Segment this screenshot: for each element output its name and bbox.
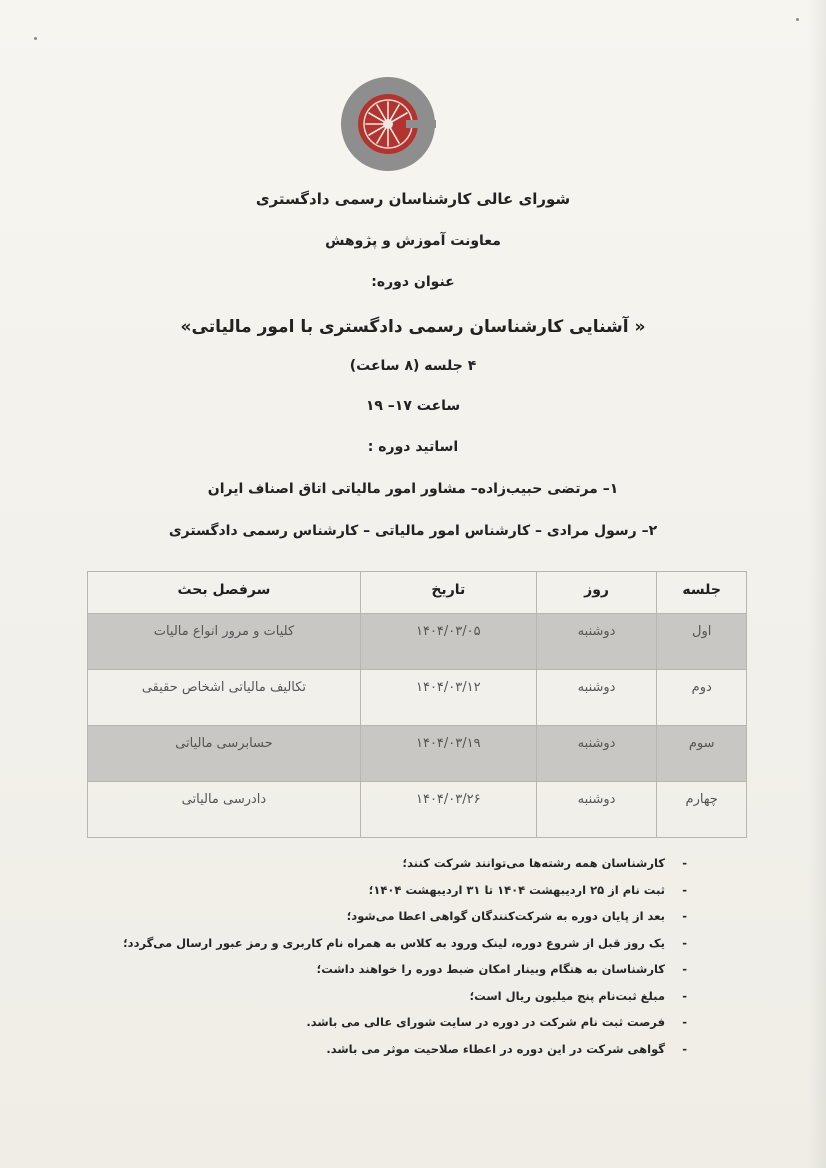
list-item: - کارشناسان به هنگام وبینار امکان ضبط دوره را خواهند داشت؛ bbox=[47, 958, 687, 985]
topic-cell: تکالیف مالیاتی اشخاص حقیقی bbox=[88, 670, 361, 726]
list-item: - کارشناسان همه رشته‌ها می‌توانند شرکت کنند؛ bbox=[47, 852, 687, 879]
session-cell: چهارم bbox=[657, 782, 747, 838]
date-cell: ۱۴۰۴/۰۳/۱۲ bbox=[360, 670, 536, 726]
list-item: - بعد از پایان دوره به شرکت‌کنندگان گواهی اعطا می‌شود؛ bbox=[47, 905, 687, 932]
session-count: ۴ جلسه (۸ ساعت) bbox=[349, 358, 477, 374]
date-cell: ۱۴۰۴/۰۳/۱۹ bbox=[360, 726, 536, 782]
department-title: معاونت آموزش و پژوهش bbox=[325, 233, 501, 249]
course-title: « آشنایی کارشناسان رسمی دادگستری با امور مالیاتی» bbox=[180, 317, 646, 337]
schedule-table bbox=[87, 571, 747, 838]
notes-list bbox=[47, 852, 687, 1064]
table-row bbox=[88, 726, 747, 782]
table-row bbox=[88, 782, 747, 838]
column-header-day: روز bbox=[536, 572, 657, 614]
list-item: - گواهی شرکت در این دوره در اعطاء صلاحیت موثر می باشد. bbox=[47, 1038, 687, 1065]
date-cell: ۱۴۰۴/۰۳/۰۵ bbox=[360, 614, 536, 670]
class-time: ساعت ۱۷– ۱۹ bbox=[365, 398, 461, 414]
date-cell: ۱۴۰۴/۰۳/۲۶ bbox=[360, 782, 536, 838]
day-cell: دوشنبه bbox=[536, 614, 657, 670]
day-cell: دوشنبه bbox=[536, 670, 657, 726]
session-cell: سوم bbox=[657, 726, 747, 782]
paper-speck bbox=[34, 37, 37, 40]
instructors-label: اساتید دوره : bbox=[367, 439, 459, 455]
day-cell: دوشنبه bbox=[536, 782, 657, 838]
list-item: - مبلغ ثبت‌نام پنج میلیون ریال است؛ bbox=[47, 985, 687, 1012]
topic-cell: حسابرسی مالیاتی bbox=[88, 726, 361, 782]
page-edge-shadow bbox=[808, 0, 826, 1168]
topic-cell: دادرسی مالیاتی bbox=[88, 782, 361, 838]
topic-cell: کلیات و مرور انواع مالیات bbox=[88, 614, 361, 670]
column-header-session: جلسه bbox=[657, 572, 747, 614]
table-header-row bbox=[88, 572, 747, 614]
session-cell: دوم bbox=[657, 670, 747, 726]
session-cell: اول bbox=[657, 614, 747, 670]
list-item: - یک روز قبل از شروع دوره، لینک ورود به کلاس به همراه نام کاربری و رمز عبور ارسال می‌گردد؛ bbox=[47, 932, 687, 959]
list-item: - فرصت ثبت نام شرکت در دوره در سایت شورای عالی می باشد. bbox=[47, 1011, 687, 1038]
instructor-2: ۲– رسول مرادی – کارشناس امور مالیاتی – کارشناس رسمی دادگستری bbox=[168, 523, 658, 539]
column-header-date: تاریخ bbox=[360, 572, 536, 614]
column-header-topic: سرفصل بحث bbox=[88, 572, 361, 614]
paper-speck bbox=[796, 18, 799, 21]
instructor-1: ۱– مرتضی حبیب‌زاده– مشاور امور مالیاتی اتاق اصناف ایران bbox=[207, 481, 619, 497]
list-item: - ثبت نام از ۲۵ اردیبهشت ۱۴۰۴ تا ۳۱ اردیبهشت ۱۴۰۴؛ bbox=[47, 879, 687, 906]
course-label: عنوان دوره: bbox=[371, 274, 455, 290]
table-row bbox=[88, 614, 747, 670]
organization-logo bbox=[340, 76, 436, 172]
day-cell: دوشنبه bbox=[536, 726, 657, 782]
organization-title: شورای عالی کارشناسان رسمی دادگستری bbox=[255, 190, 571, 208]
table-row bbox=[88, 670, 747, 726]
